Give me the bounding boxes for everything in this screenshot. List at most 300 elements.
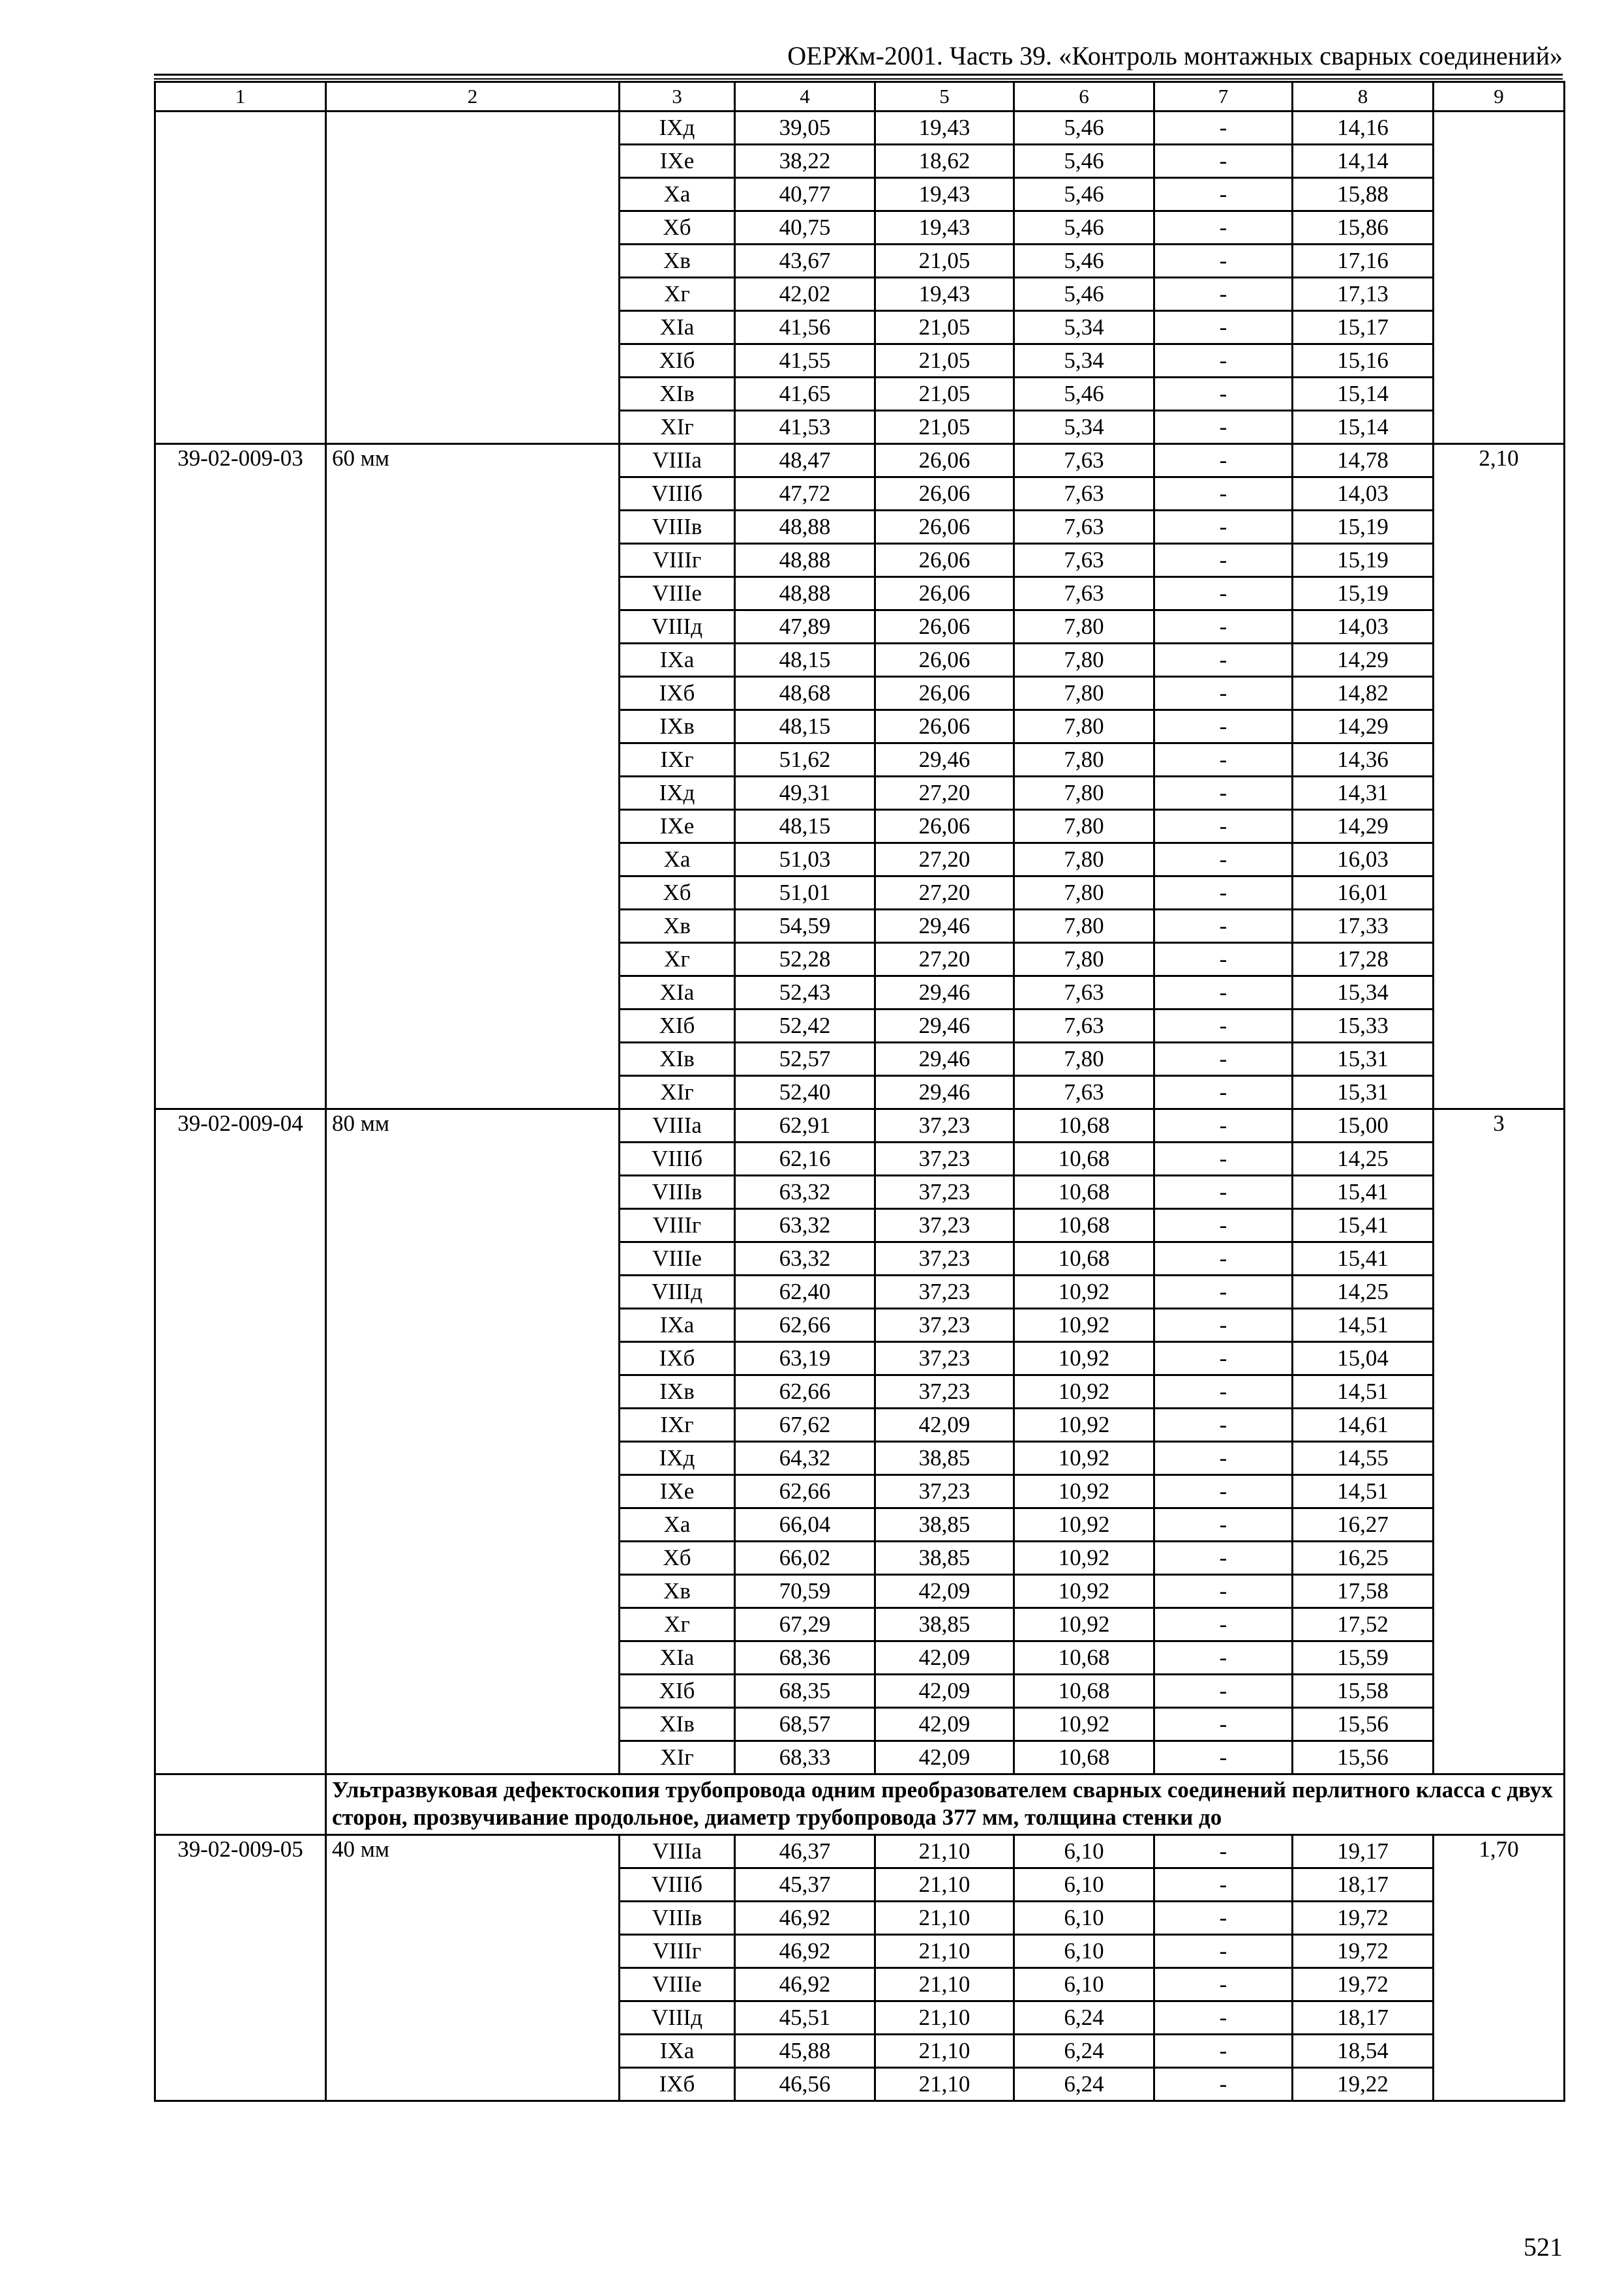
total-cost-cell: 68,57 [735,1708,875,1741]
rate-class-cell: IXд [620,777,735,810]
wages-cell: 37,23 [875,1109,1014,1143]
machine-cost-cell: 10,92 [1014,1542,1154,1575]
labor-hours [1434,112,1565,444]
materials-cell: 17,33 [1293,910,1434,943]
total-cost-cell: 41,56 [735,311,875,344]
materials-cell: 15,14 [1293,378,1434,411]
wages-cell: 26,06 [875,544,1014,577]
materials-cell: 15,17 [1293,311,1434,344]
materials-cell: 19,72 [1293,1935,1434,1968]
section-heading: Ультразвуковая дефектоскопия трубопровода одним преобразователем сварных соединений перлитного класса с двух сторон, прозвучивание продольное, диаметр трубопровода 377 мм, толщина стенки до [326,1774,1565,1835]
column-number: 4 [735,82,875,112]
materials-cell: 18,17 [1293,2001,1434,2035]
materials-cell: 15,88 [1293,178,1434,211]
rate-class-cell: VIIIд [620,610,735,644]
materials-cell: 19,22 [1293,2068,1434,2101]
machinist-wages-cell: - [1154,1342,1293,1375]
machine-cost-cell: 10,92 [1014,1442,1154,1475]
wages-cell: 19,43 [875,278,1014,311]
column-number-row [155,82,1565,112]
machinist-wages-cell: - [1154,1109,1293,1143]
rate-code [155,112,326,444]
wages-cell: 37,23 [875,1309,1014,1342]
wages-cell: 21,10 [875,1935,1014,1968]
total-cost-cell: 48,15 [735,810,875,843]
total-cost-cell: 48,88 [735,511,875,544]
machine-cost-cell: 10,68 [1014,1741,1154,1774]
materials-cell: 15,31 [1293,1043,1434,1076]
machinist-wages-cell: - [1154,710,1293,743]
machinist-wages-cell: - [1154,1835,1293,1868]
materials-cell: 15,19 [1293,511,1434,544]
rate-class-cell: VIIIг [620,544,735,577]
wages-cell: 21,05 [875,378,1014,411]
machinist-wages-cell: - [1154,2035,1293,2068]
wall-thickness: 80 мм [326,1109,620,1774]
machine-cost-cell: 7,63 [1014,511,1154,544]
machinist-wages-cell: - [1154,1209,1293,1242]
machine-cost-cell: 6,24 [1014,2035,1154,2068]
materials-cell: 17,28 [1293,943,1434,976]
machine-cost-cell: 10,68 [1014,1176,1154,1209]
materials-cell: 18,17 [1293,1868,1434,1902]
rate-class-cell: VIIIд [620,1276,735,1309]
labor-hours: 1,70 [1434,1835,1565,2101]
wages-cell: 37,23 [875,1375,1014,1409]
machinist-wages-cell: - [1154,810,1293,843]
wages-cell: 29,46 [875,743,1014,777]
machinist-wages-cell: - [1154,1935,1293,1968]
machine-cost-cell: 7,63 [1014,544,1154,577]
machine-cost-cell: 10,92 [1014,1475,1154,1508]
machinist-wages-cell: - [1154,677,1293,710]
wages-cell: 18,62 [875,145,1014,178]
column-number: 3 [620,82,735,112]
total-cost-cell: 40,75 [735,211,875,245]
machinist-wages-cell: - [1154,1010,1293,1043]
table-row [155,1835,1565,1868]
rate-class-cell: Xа [620,178,735,211]
materials-cell: 17,16 [1293,245,1434,278]
materials-cell: 19,17 [1293,1835,1434,1868]
machine-cost-cell: 10,68 [1014,1641,1154,1675]
total-cost-cell: 46,92 [735,1902,875,1935]
wages-cell: 21,05 [875,245,1014,278]
rate-class-cell: VIIIе [620,1242,735,1276]
rate-class-cell: VIIIа [620,1835,735,1868]
materials-cell: 15,41 [1293,1242,1434,1276]
wages-cell: 37,23 [875,1276,1014,1309]
machinist-wages-cell: - [1154,1575,1293,1608]
machinist-wages-cell: - [1154,178,1293,211]
machine-cost-cell: 7,80 [1014,677,1154,710]
machine-cost-cell: 6,10 [1014,1902,1154,1935]
machine-cost-cell: 6,10 [1014,1868,1154,1902]
materials-cell: 14,25 [1293,1276,1434,1309]
machinist-wages-cell: - [1154,943,1293,976]
total-cost-cell: 45,37 [735,1868,875,1902]
total-cost-cell: 46,37 [735,1835,875,1868]
total-cost-cell: 67,29 [735,1608,875,1641]
materials-cell: 16,01 [1293,876,1434,910]
wages-cell: 27,20 [875,876,1014,910]
wages-cell: 21,05 [875,311,1014,344]
rate-code: 39-02-009-03 [155,444,326,1109]
machinist-wages-cell: - [1154,1508,1293,1542]
machine-cost-cell: 7,63 [1014,477,1154,511]
machinist-wages-cell: - [1154,278,1293,311]
total-cost-cell: 66,04 [735,1508,875,1542]
column-number: 8 [1293,82,1434,112]
table-row [155,1109,1565,1143]
rate-class-cell: IXе [620,810,735,843]
machinist-wages-cell: - [1154,2001,1293,2035]
wages-cell: 21,10 [875,1835,1014,1868]
machine-cost-cell: 10,92 [1014,1575,1154,1608]
machinist-wages-cell: - [1154,145,1293,178]
wages-cell: 38,85 [875,1608,1014,1641]
machinist-wages-cell: - [1154,1902,1293,1935]
machinist-wages-cell: - [1154,1409,1293,1442]
machinist-wages-cell: - [1154,1542,1293,1575]
total-cost-cell: 42,02 [735,278,875,311]
total-cost-cell: 63,32 [735,1176,875,1209]
materials-cell: 15,19 [1293,544,1434,577]
total-cost-cell: 43,67 [735,245,875,278]
wages-cell: 38,85 [875,1442,1014,1475]
machine-cost-cell: 7,80 [1014,843,1154,876]
materials-cell: 15,41 [1293,1176,1434,1209]
total-cost-cell: 67,62 [735,1409,875,1442]
total-cost-cell: 47,72 [735,477,875,511]
machine-cost-cell: 10,92 [1014,1508,1154,1542]
total-cost-cell: 46,92 [735,1968,875,2001]
machine-cost-cell: 7,80 [1014,777,1154,810]
machinist-wages-cell: - [1154,344,1293,378]
machinist-wages-cell: - [1154,1675,1293,1708]
rate-class-cell: Xа [620,843,735,876]
total-cost-cell: 48,88 [735,544,875,577]
materials-cell: 15,56 [1293,1708,1434,1741]
materials-cell: 15,31 [1293,1076,1434,1109]
machinist-wages-cell: - [1154,245,1293,278]
machine-cost-cell: 5,46 [1014,145,1154,178]
wages-cell: 26,06 [875,477,1014,511]
machine-cost-cell: 7,63 [1014,444,1154,477]
machine-cost-cell: 5,34 [1014,411,1154,444]
machine-cost-cell: 5,46 [1014,378,1154,411]
machine-cost-cell: 5,46 [1014,211,1154,245]
total-cost-cell: 38,22 [735,145,875,178]
rate-class-cell: XIг [620,411,735,444]
machine-cost-cell: 7,80 [1014,1043,1154,1076]
machinist-wages-cell: - [1154,544,1293,577]
rate-class-cell: XIв [620,1043,735,1076]
materials-cell: 14,29 [1293,810,1434,843]
machinist-wages-cell: - [1154,1143,1293,1176]
machinist-wages-cell: - [1154,1708,1293,1741]
wages-cell: 21,10 [875,1902,1014,1935]
rate-class-cell: Xв [620,1575,735,1608]
machine-cost-cell: 10,92 [1014,1276,1154,1309]
rate-class-cell: IXе [620,145,735,178]
wages-cell: 37,23 [875,1209,1014,1242]
rate-class-cell: VIIIг [620,1209,735,1242]
materials-cell: 14,82 [1293,677,1434,710]
total-cost-cell: 39,05 [735,112,875,145]
machinist-wages-cell: - [1154,211,1293,245]
wages-cell: 29,46 [875,1076,1014,1109]
rate-class-cell: VIIIв [620,1176,735,1209]
section-heading-row [155,1774,1565,1835]
total-cost-cell: 64,32 [735,1442,875,1475]
rate-class-cell: Xг [620,1608,735,1641]
wages-cell: 37,23 [875,1342,1014,1375]
column-number: 2 [326,82,620,112]
materials-cell: 15,00 [1293,1109,1434,1143]
wages-cell: 37,23 [875,1143,1014,1176]
total-cost-cell: 52,43 [735,976,875,1010]
materials-cell: 15,59 [1293,1641,1434,1675]
machine-cost-cell: 5,34 [1014,344,1154,378]
total-cost-cell: 45,88 [735,2035,875,2068]
wages-cell: 26,06 [875,644,1014,677]
wages-cell: 19,43 [875,178,1014,211]
machine-cost-cell: 7,80 [1014,644,1154,677]
materials-cell: 16,25 [1293,1542,1434,1575]
materials-cell: 17,13 [1293,278,1434,311]
total-cost-cell: 45,51 [735,2001,875,2035]
total-cost-cell: 62,16 [735,1143,875,1176]
machine-cost-cell: 10,92 [1014,1375,1154,1409]
rate-class-cell: XIа [620,311,735,344]
column-number: 5 [875,82,1014,112]
machinist-wages-cell: - [1154,411,1293,444]
rates-table-body [155,82,1565,2101]
materials-cell: 14,16 [1293,112,1434,145]
rate-class-cell: Xг [620,943,735,976]
column-number: 9 [1434,82,1565,112]
materials-cell: 15,16 [1293,344,1434,378]
materials-cell: 14,36 [1293,743,1434,777]
rate-class-cell: XIб [620,344,735,378]
machine-cost-cell: 7,80 [1014,876,1154,910]
wages-cell: 42,09 [875,1675,1014,1708]
wall-thickness: 60 мм [326,444,620,1109]
materials-cell: 14,55 [1293,1442,1434,1475]
machine-cost-cell: 6,10 [1014,1835,1154,1868]
wages-cell: 29,46 [875,976,1014,1010]
machine-cost-cell: 7,63 [1014,1010,1154,1043]
wages-cell: 29,46 [875,1043,1014,1076]
rate-class-cell: VIIIе [620,577,735,610]
machinist-wages-cell: - [1154,1868,1293,1902]
wages-cell: 26,06 [875,710,1014,743]
materials-cell: 16,03 [1293,843,1434,876]
machine-cost-cell: 10,68 [1014,1143,1154,1176]
wages-cell: 42,09 [875,1575,1014,1608]
machine-cost-cell: 10,68 [1014,1675,1154,1708]
rate-class-cell: XIг [620,1741,735,1774]
materials-cell: 15,33 [1293,1010,1434,1043]
wages-cell: 38,85 [875,1508,1014,1542]
materials-cell: 15,58 [1293,1675,1434,1708]
rates-table [154,81,1565,2102]
materials-cell: 15,41 [1293,1209,1434,1242]
machinist-wages-cell: - [1154,1475,1293,1508]
total-cost-cell: 41,53 [735,411,875,444]
machinist-wages-cell: - [1154,511,1293,544]
total-cost-cell: 51,01 [735,876,875,910]
table-row [155,112,1565,145]
machine-cost-cell: 10,68 [1014,1209,1154,1242]
materials-cell: 16,27 [1293,1508,1434,1542]
wall-thickness: 40 мм [326,1835,620,2101]
wages-cell: 21,10 [875,1868,1014,1902]
machinist-wages-cell: - [1154,976,1293,1010]
wages-cell: 29,46 [875,910,1014,943]
total-cost-cell: 54,59 [735,910,875,943]
total-cost-cell: 52,40 [735,1076,875,1109]
total-cost-cell: 62,40 [735,1276,875,1309]
materials-cell: 14,78 [1293,444,1434,477]
rate-class-cell: VIIIб [620,1868,735,1902]
materials-cell: 14,25 [1293,1143,1434,1176]
machine-cost-cell: 7,80 [1014,610,1154,644]
wages-cell: 38,85 [875,1542,1014,1575]
rate-class-cell: VIIIб [620,1143,735,1176]
wages-cell: 21,10 [875,2001,1014,2035]
rate-class-cell: VIIIе [620,1968,735,2001]
machine-cost-cell: 10,68 [1014,1109,1154,1143]
rate-class-cell: XIв [620,1708,735,1741]
wages-cell: 26,06 [875,810,1014,843]
rate-class-cell: Xв [620,245,735,278]
wages-cell: 27,20 [875,777,1014,810]
machine-cost-cell: 7,63 [1014,976,1154,1010]
header-rule-thin [154,78,1563,80]
rate-class-cell: VIIIд [620,2001,735,2035]
page-header: ОЕРЖм-2001. Часть 39. «Контроль монтажных сварных соединений» [787,41,1563,70]
machine-cost-cell: 6,24 [1014,2068,1154,2101]
materials-cell: 19,72 [1293,1968,1434,2001]
wages-cell: 42,09 [875,1741,1014,1774]
rate-class-cell: Xа [620,1508,735,1542]
materials-cell: 14,61 [1293,1409,1434,1442]
machinist-wages-cell: - [1154,1176,1293,1209]
machine-cost-cell: 6,10 [1014,1935,1154,1968]
rate-class-cell: XIа [620,976,735,1010]
total-cost-cell: 51,03 [735,843,875,876]
machinist-wages-cell: - [1154,610,1293,644]
materials-cell: 15,14 [1293,411,1434,444]
column-number: 1 [155,82,326,112]
rate-class-cell: IXд [620,1442,735,1475]
rate-class-cell: XIб [620,1010,735,1043]
machine-cost-cell: 7,80 [1014,710,1154,743]
wages-cell: 42,09 [875,1708,1014,1741]
total-cost-cell: 63,32 [735,1209,875,1242]
machine-cost-cell: 7,63 [1014,577,1154,610]
materials-cell: 14,03 [1293,477,1434,511]
rate-class-cell: IXа [620,2035,735,2068]
machine-cost-cell: 10,92 [1014,1708,1154,1741]
machinist-wages-cell: - [1154,1309,1293,1342]
labor-hours: 3 [1434,1109,1565,1774]
wages-cell: 26,06 [875,610,1014,644]
rate-class-cell: VIIIб [620,477,735,511]
total-cost-cell: 62,66 [735,1309,875,1342]
labor-hours: 2,10 [1434,444,1565,1109]
total-cost-cell: 63,19 [735,1342,875,1375]
wages-cell: 42,09 [875,1641,1014,1675]
rate-class-cell: IXб [620,2068,735,2101]
machinist-wages-cell: - [1154,2068,1293,2101]
rate-code: 39-02-009-04 [155,1109,326,1774]
materials-cell: 17,58 [1293,1575,1434,1608]
wages-cell: 26,06 [875,444,1014,477]
total-cost-cell: 62,66 [735,1475,875,1508]
machinist-wages-cell: - [1154,311,1293,344]
machinist-wages-cell: - [1154,1641,1293,1675]
wages-cell: 21,10 [875,1968,1014,2001]
machinist-wages-cell: - [1154,1968,1293,2001]
materials-cell: 14,31 [1293,777,1434,810]
materials-cell: 19,72 [1293,1902,1434,1935]
wages-cell: 21,10 [875,2035,1014,2068]
machinist-wages-cell: - [1154,577,1293,610]
materials-cell: 14,51 [1293,1475,1434,1508]
materials-cell: 14,51 [1293,1309,1434,1342]
machinist-wages-cell: - [1154,1608,1293,1641]
column-number: 6 [1014,82,1154,112]
total-cost-cell: 48,68 [735,677,875,710]
total-cost-cell: 68,35 [735,1675,875,1708]
rate-class-cell: VIIIа [620,1109,735,1143]
total-cost-cell: 48,15 [735,644,875,677]
rate-class-cell: IXа [620,1309,735,1342]
machinist-wages-cell: - [1154,1076,1293,1109]
wages-cell: 26,06 [875,577,1014,610]
section-code-cell [155,1774,326,1835]
materials-cell: 14,14 [1293,145,1434,178]
total-cost-cell: 70,59 [735,1575,875,1608]
rate-class-cell: Xб [620,1542,735,1575]
machinist-wages-cell: - [1154,444,1293,477]
machinist-wages-cell: - [1154,112,1293,145]
materials-cell: 14,29 [1293,644,1434,677]
machine-cost-cell: 10,92 [1014,1309,1154,1342]
machine-cost-cell: 5,46 [1014,278,1154,311]
machinist-wages-cell: - [1154,777,1293,810]
wages-cell: 37,23 [875,1242,1014,1276]
machine-cost-cell: 5,46 [1014,178,1154,211]
machinist-wages-cell: - [1154,477,1293,511]
total-cost-cell: 63,32 [735,1242,875,1276]
materials-cell: 14,03 [1293,610,1434,644]
machinist-wages-cell: - [1154,1375,1293,1409]
machinist-wages-cell: - [1154,1043,1293,1076]
wall-thickness [326,112,620,444]
rate-class-cell: IXб [620,677,735,710]
machine-cost-cell: 5,46 [1014,112,1154,145]
rate-class-cell: VIIIг [620,1935,735,1968]
machine-cost-cell: 7,80 [1014,810,1154,843]
table-row [155,444,1565,477]
rate-class-cell: IXе [620,1475,735,1508]
wages-cell: 19,43 [875,112,1014,145]
total-cost-cell: 51,62 [735,743,875,777]
